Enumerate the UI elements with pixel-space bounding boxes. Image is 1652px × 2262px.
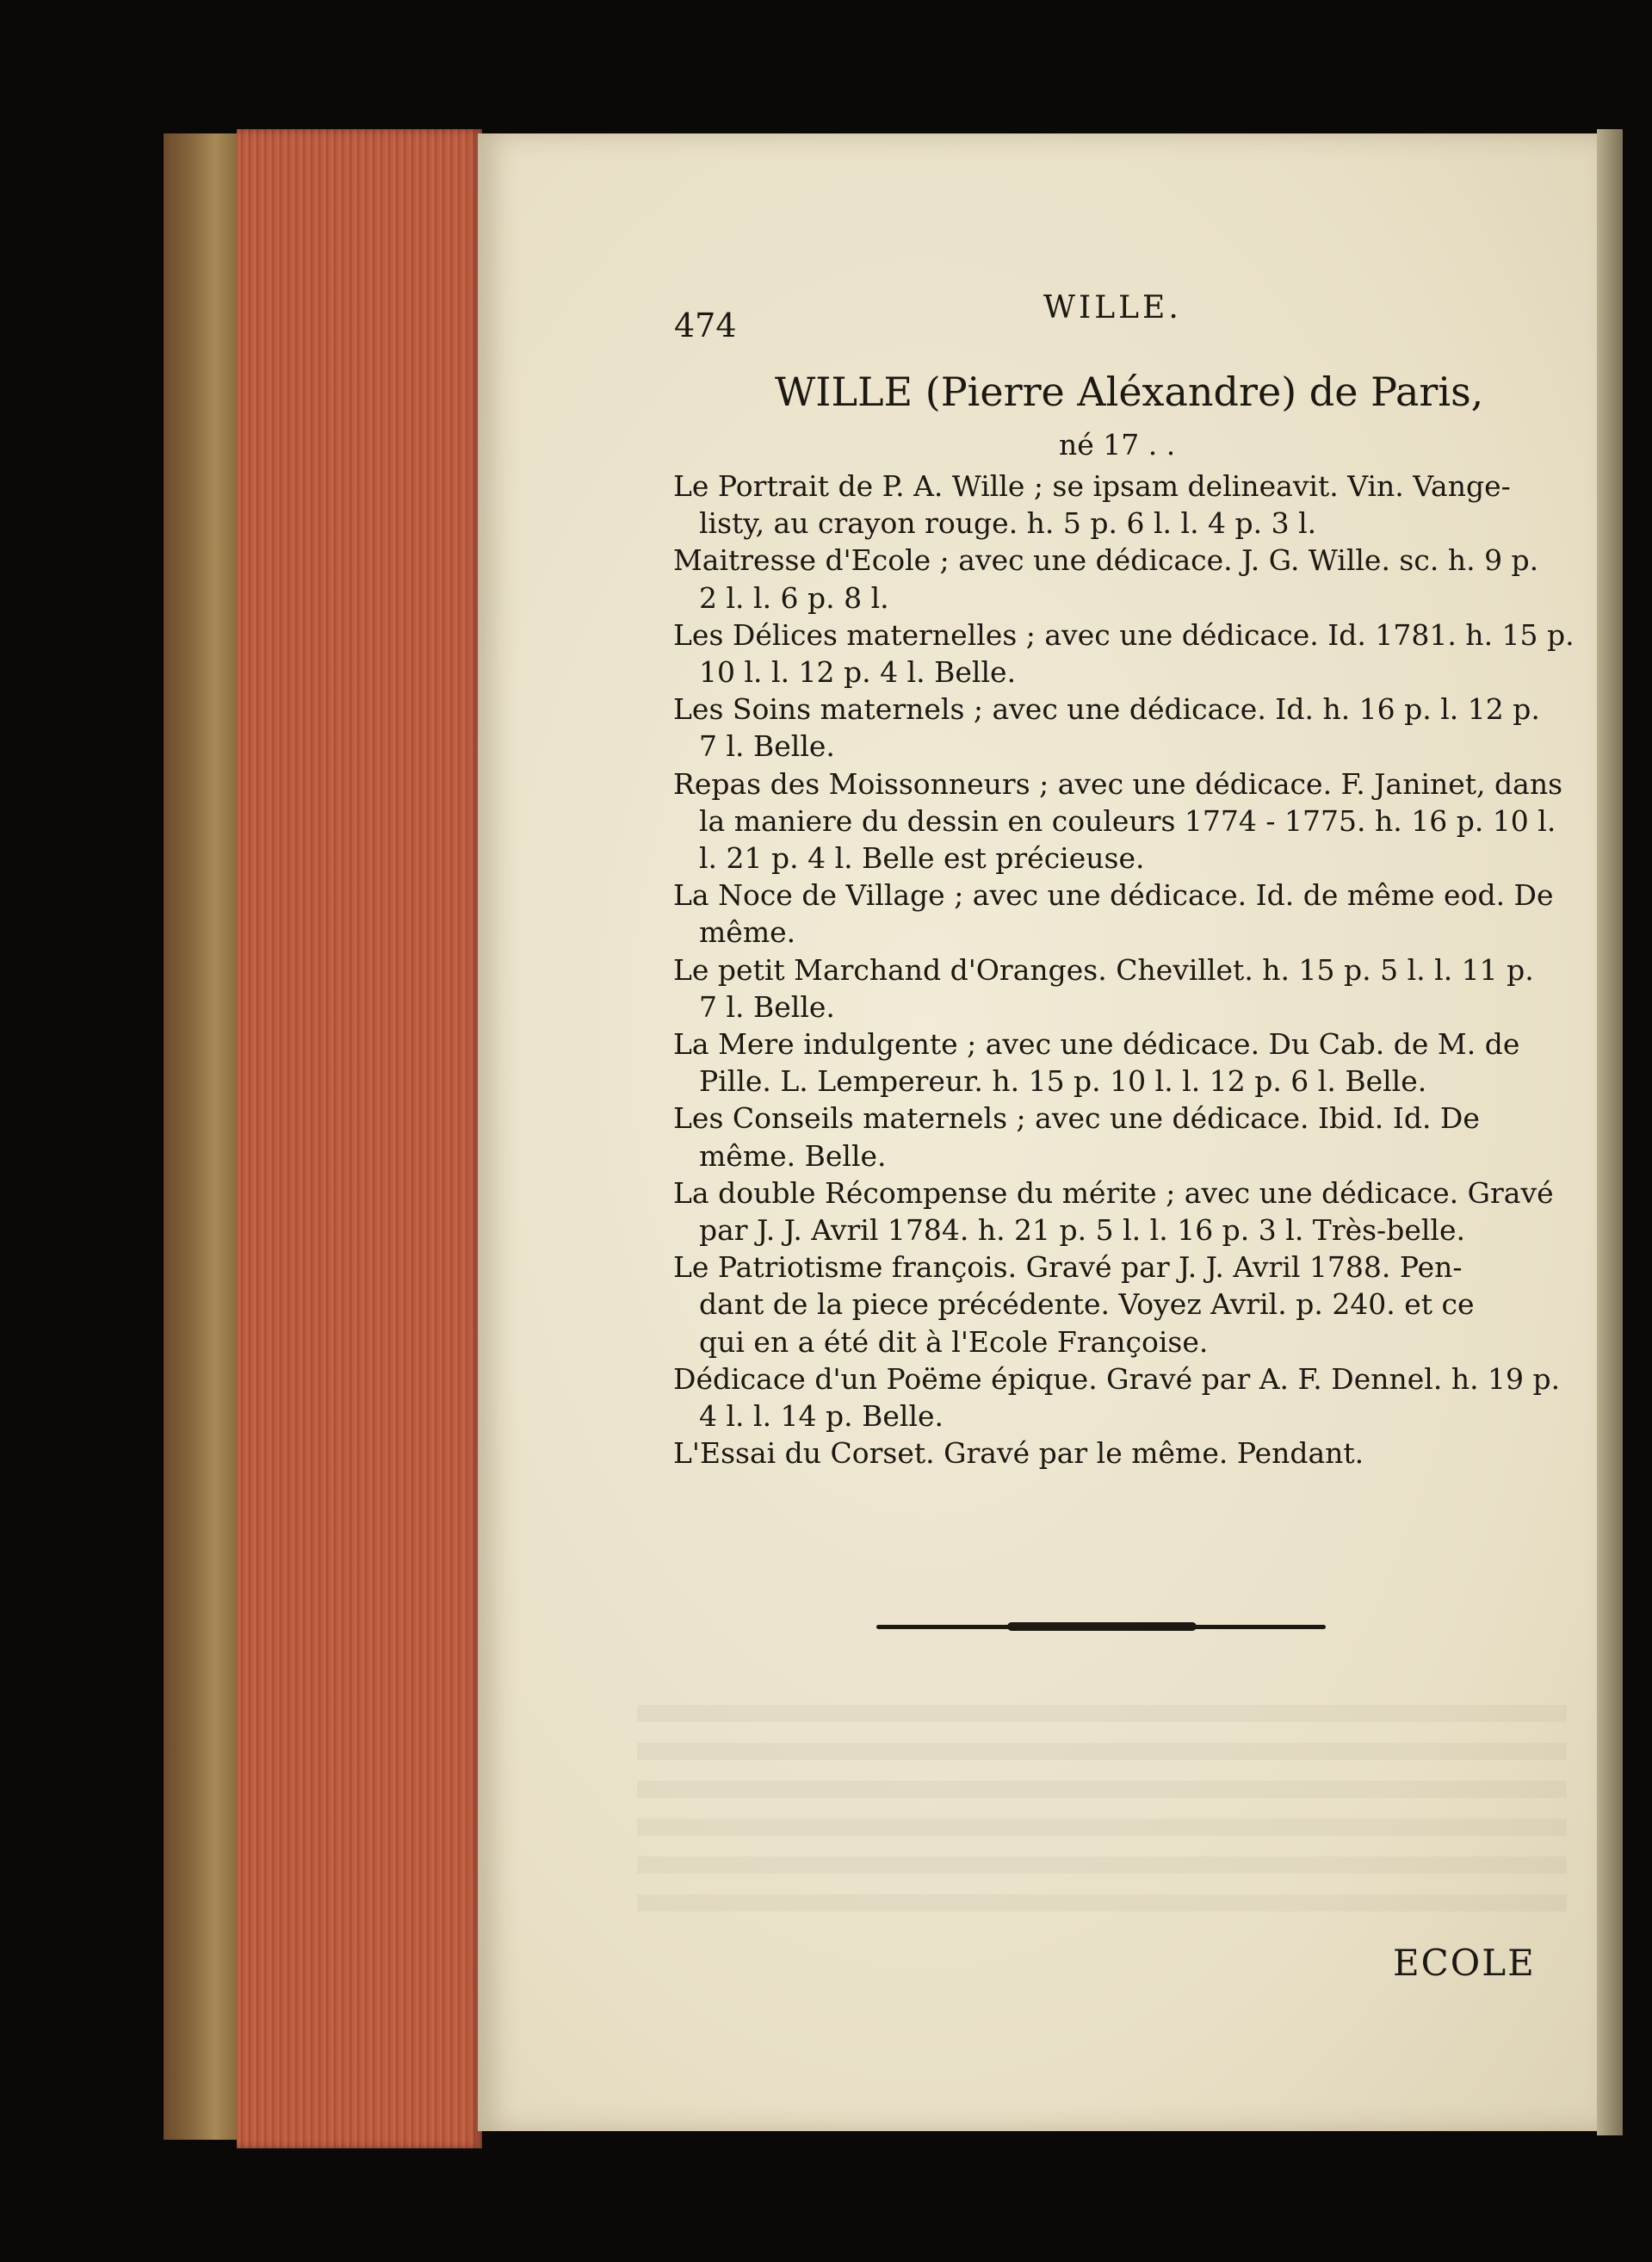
entry-line: Le petit Marchand d'Oranges. Chevillet. h. 15 p. 5 l. l. 11 p. <box>673 952 1534 987</box>
entry-line: Dédicace d'un Poëme épique. Gravé par A. F. Dennel. h. 19 p. <box>673 1361 1561 1396</box>
entry-continuation-line: qui en a été dit à l'Ecole Françoise. <box>699 1324 1209 1359</box>
section-rule-swell <box>1007 1622 1197 1631</box>
entry-continuation-line: 2 l. l. 6 p. 8 l. <box>699 580 889 615</box>
entry-continuation-line: dant de la piece précédente. Voyez Avril. p. 240. et ce <box>699 1287 1475 1322</box>
entry-line: Le Portrait de P. A. Wille ; se ipsam delineavit. Vin. Vange- <box>673 469 1511 503</box>
entry-line: Maitresse d'Ecole ; avec une dédicace. J. G. Wille. sc. h. 9 p. <box>673 543 1539 578</box>
entry-line: Les Conseils maternels ; avec une dédicace. Ibid. Id. De <box>673 1101 1480 1136</box>
show-through <box>637 1705 1567 1929</box>
page-number: 474 <box>674 307 737 344</box>
entry-continuation-line: la maniere du dessin en couleurs 1774 - 1775. h. 16 p. 10 l. <box>699 803 1556 838</box>
artist-heading: WILLE (Pierre Aléxandre) de Paris, <box>775 369 1484 415</box>
catchword: ECOLE <box>1393 1942 1536 1984</box>
running-head: WILLE. <box>1043 290 1182 325</box>
entry-continuation-line: 7 l. Belle. <box>699 989 835 1024</box>
entry-continuation-line: listy, au crayon rouge. h. 5 p. 6 l. l. 4 p. 3 l. <box>699 506 1317 541</box>
entry-continuation-line: 10 l. l. 12 p. 4 l. Belle. <box>699 655 1017 689</box>
facing-page-edge <box>1597 129 1623 2135</box>
page-fore-edge <box>237 129 482 2148</box>
entry-line: La Mere indulgente ; avec une dédicace. Du Cab. de M. de <box>673 1027 1520 1061</box>
entry-continuation-line: l. 21 p. 4 l. Belle est précieuse. <box>699 841 1145 875</box>
entry-continuation-line: 4 l. l. 14 p. Belle. <box>699 1399 944 1433</box>
entry-line: L'Essai du Corset. Gravé par le même. Pendant. <box>673 1436 1364 1471</box>
entry-line: Le Patriotisme françois. Gravé par J. J. Avril 1788. Pen- <box>673 1250 1463 1285</box>
entry-line: La Noce de Village ; avec une dédicace. Id. de même eod. De <box>673 878 1554 913</box>
entry-continuation-line: Pille. L. Lempereur. h. 15 p. 10 l. l. 12 p. 6 l. Belle. <box>699 1064 1427 1099</box>
entry-line: Repas des Moissonneurs ; avec une dédicace. F. Janinet, dans <box>673 766 1563 801</box>
entry-continuation-line: par J. J. Avril 1784. h. 21 p. 5 l. l. 16 p. 3 l. Très-belle. <box>699 1213 1465 1247</box>
entry-line: La double Récompense du mérite ; avec une dédicace. Gravé <box>673 1175 1554 1210</box>
entry-continuation-line: 7 l. Belle. <box>699 729 835 764</box>
entry-line: Les Soins maternels ; avec une dédicace. Id. h. 16 p. l. 12 p. <box>673 692 1540 727</box>
artist-born: né 17 . . <box>1059 428 1176 462</box>
entry-continuation-line: même. Belle. <box>699 1138 887 1173</box>
entry-continuation-line: même. <box>699 915 796 950</box>
entry-line: Les Délices maternelles ; avec une dédicace. Id. 1781. h. 15 p. <box>673 617 1575 652</box>
